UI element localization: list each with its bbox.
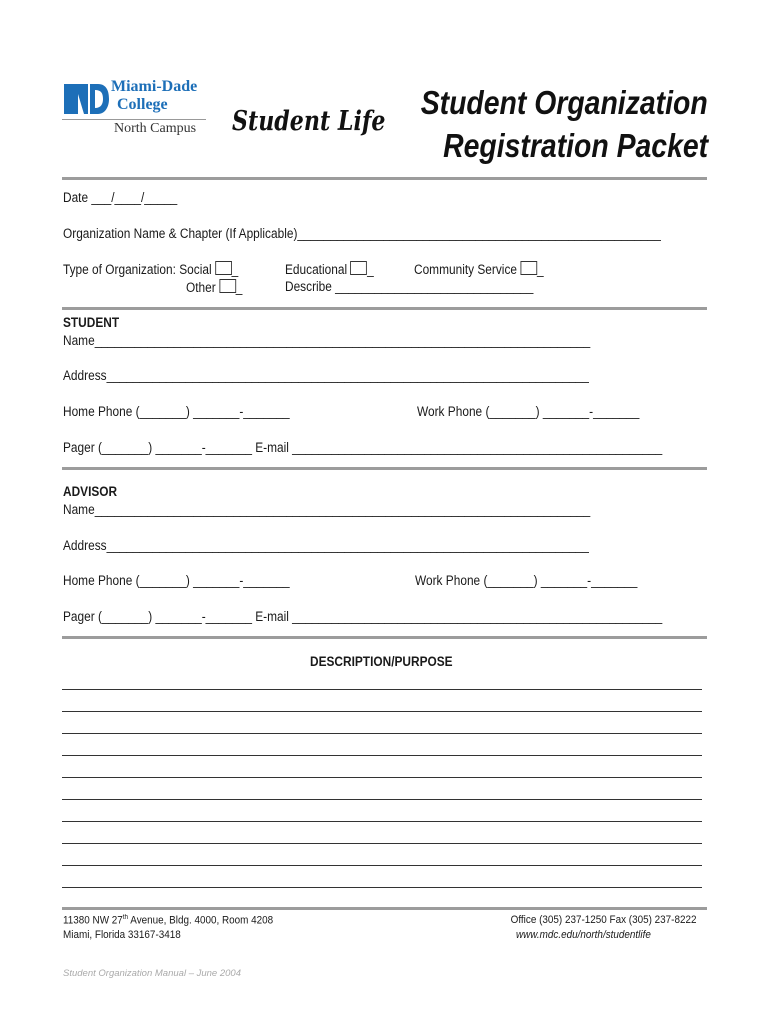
educational-checkbox[interactable] xyxy=(350,261,367,275)
description-line[interactable] xyxy=(62,821,702,823)
logo-rule xyxy=(62,119,206,120)
student-name-field[interactable]: Name___________________________________________________________________________ xyxy=(63,333,591,348)
student-home-phone-field[interactable]: Home Phone (_______) _______-_______ xyxy=(63,404,290,419)
educational-option xyxy=(285,261,374,277)
section-divider-3 xyxy=(62,636,707,639)
educational-trail: _ xyxy=(367,262,374,277)
date-field[interactable]: Date ___/____/_____ xyxy=(63,190,178,205)
social-trail: _ xyxy=(231,262,239,277)
logo-name2: College xyxy=(117,96,168,113)
describe-field[interactable]: Describe ______________________________ xyxy=(285,279,534,294)
footer-address-line1 xyxy=(63,914,273,927)
logo-campus: North Campus xyxy=(114,121,197,136)
description-line[interactable] xyxy=(62,755,702,757)
student-heading: STUDENT xyxy=(63,315,120,330)
advisor-home-phone-field[interactable]: Home Phone (_______) _______-_______ xyxy=(63,573,290,588)
description-line[interactable] xyxy=(62,799,702,801)
description-heading: DESCRIPTION/PURPOSE xyxy=(310,654,453,669)
description-line[interactable] xyxy=(62,689,702,691)
footer-url-link[interactable]: www.mdc.edu/north/studentlife xyxy=(516,929,651,941)
footer-address-street: 11380 NW 27 xyxy=(63,914,123,927)
description-line[interactable] xyxy=(62,887,702,889)
logo-name: Miami-Dade xyxy=(111,78,198,95)
section-divider-1 xyxy=(62,307,707,310)
advisor-address-field[interactable]: Address_________________________________________________________________________ xyxy=(63,538,589,553)
student-address-field[interactable]: Address_________________________________________________________________________ xyxy=(63,368,589,383)
other-label: Other xyxy=(186,280,216,295)
type-of-organization-label xyxy=(63,261,238,277)
community-option xyxy=(414,261,544,277)
community-checkbox[interactable] xyxy=(520,261,537,275)
description-line[interactable] xyxy=(62,711,702,713)
page-title-line2: Registration Packet xyxy=(443,127,708,164)
footer-address-building: Avenue, Bldg. 4000, Room 4208 xyxy=(128,914,274,927)
footer-manual-note: Student Organization Manual – June 2004 xyxy=(63,968,241,979)
section-divider-2 xyxy=(62,467,707,470)
footer-divider xyxy=(62,907,707,910)
page-title-line1: Student Organization xyxy=(421,84,708,121)
college-logo xyxy=(62,78,210,140)
social-checkbox[interactable] xyxy=(215,261,232,275)
student-work-phone-field[interactable]: Work Phone (_______) _______-_______ xyxy=(417,404,640,419)
other-option xyxy=(186,279,242,295)
advisor-heading: ADVISOR xyxy=(63,484,118,499)
advisor-work-phone-field[interactable]: Work Phone (_______) _______-_______ xyxy=(415,573,638,588)
social-label: Type of Organization: Social xyxy=(63,262,212,277)
student-pager-email-field[interactable]: Pager (_______) _______-_______ E-mail ________________________________________________________ xyxy=(63,440,663,455)
mdc-logo-mark-icon xyxy=(62,82,110,116)
other-checkbox[interactable] xyxy=(219,279,236,293)
advisor-pager-email-field[interactable]: Pager (_______) _______-_______ E-mail ________________________________________________________ xyxy=(63,609,663,624)
footer-phones: Office (305) 237-1250 Fax (305) 237-8222 xyxy=(510,914,696,926)
footer-address-line2: Miami, Florida 33167-3418 xyxy=(63,929,181,941)
organization-name-field[interactable]: Organization Name & Chapter (If Applicable)_______________________________________________________ xyxy=(63,226,661,241)
community-label: Community Service xyxy=(414,262,517,277)
advisor-name-field[interactable]: Name___________________________________________________________________________ xyxy=(63,502,591,517)
description-line[interactable] xyxy=(62,843,702,845)
student-life-wordmark: Student Life xyxy=(232,106,386,137)
educational-label: Educational xyxy=(285,262,348,277)
description-line[interactable] xyxy=(62,777,702,779)
community-trail: _ xyxy=(537,262,544,277)
description-line[interactable] xyxy=(62,865,702,867)
other-trail: _ xyxy=(235,280,243,295)
footer-address-sup: th xyxy=(122,914,129,921)
description-line[interactable] xyxy=(62,733,702,735)
header-divider xyxy=(62,177,707,180)
